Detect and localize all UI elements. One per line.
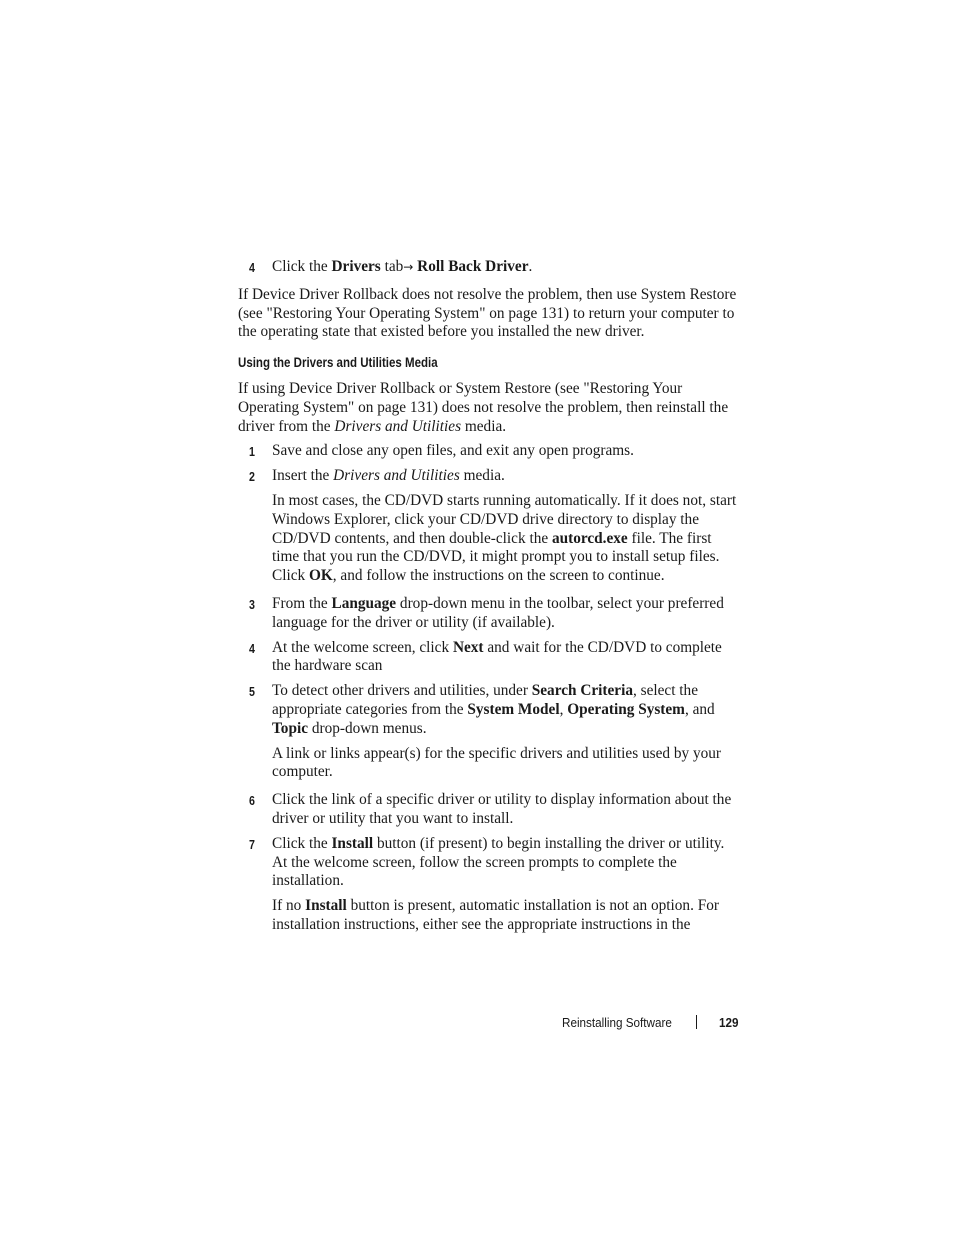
page-body: [238, 258, 738, 941]
step-note: If no Install button is present, automatic installation is not an option. For installation instructions, either see the appropriate instructions in the: [272, 897, 719, 933]
step-number: 1: [249, 444, 255, 460]
list-item: [238, 639, 738, 677]
footer-section-title: Reinstalling Software: [561, 1015, 672, 1030]
media-name: Drivers and Utilities: [333, 467, 460, 485]
install-label: Install: [331, 834, 374, 852]
page-number: 129: [718, 1015, 739, 1030]
step-text: Insert the Drivers and Utilities media.: [272, 467, 505, 485]
section-heading: Using the Drivers and Utilities Media: [238, 355, 438, 371]
install-label: Install: [305, 897, 347, 915]
roll-back-driver-label: Roll Back Driver: [417, 258, 529, 275]
step-note: In most cases, the CD/DVD starts running automatically. If it does not, start Windows Explorer, click your CD/DVD drive directory to display the CD/DVD contents, and then double-click the autorcd.exe file. The first time that you run the CD/DVD, it might prompt you to install setup files. Click OK, and follow the instructions on the screen to continue.: [272, 491, 737, 585]
system-model-label: System Model: [467, 700, 560, 718]
step-number: 7: [249, 836, 255, 852]
list-item: [238, 682, 738, 738]
rollback-paragraph: If Device Driver Rollback does not resolve the problem, then use System Restore (see "Restoring Your Operating System" on page 131) to return your computer to the operating state that existed before you installed the new driver.: [238, 285, 737, 341]
footer-divider: [696, 1015, 697, 1029]
language-label: Language: [331, 594, 397, 612]
step-text: To detect other drivers and utilities, under Search Criteria, select the appropriate categories from the System Model, Operating System, and Topic drop-down menus.: [272, 682, 715, 737]
step-text: Click the Install button (if present) to begin installing the driver or utility. At the welcome screen, follow the screen prompts to complete the installation.: [272, 834, 725, 890]
operating-system-label: Operating System: [567, 700, 685, 718]
step-text: Click the Drivers tab→ Roll Back Driver.: [272, 258, 533, 275]
search-criteria-label: Search Criteria: [531, 682, 633, 700]
topic-label: Topic: [272, 719, 308, 737]
file-name: autorcd.exe: [551, 529, 628, 547]
drivers-tab-label: Drivers: [331, 258, 381, 275]
step-text: From the Language drop-down menu in the toolbar, select your preferred language for the driver or utility (if available).: [272, 594, 724, 631]
step-number: 6: [249, 793, 255, 809]
page-footer: [547, 1015, 741, 1030]
list-item: [238, 258, 738, 277]
media-name: Drivers and Utilities: [334, 417, 462, 435]
step-number: 3: [249, 596, 255, 612]
step-note: A link or links appear(s) for the specific drivers and utilities used by your computer.: [272, 744, 722, 781]
list-item: [238, 467, 738, 486]
step-number: 4: [249, 260, 255, 275]
list-item: [238, 791, 738, 829]
step-text: Click the link of a specific driver or utility to display information about the driver or utility that you want to install.: [272, 791, 732, 827]
step-text: Save and close any open files, and exit any open programs.: [272, 442, 634, 460]
list-item: [238, 595, 738, 633]
list-item: [238, 442, 738, 461]
ok-label: OK: [308, 567, 333, 585]
next-label: Next: [452, 638, 484, 656]
list-item: [238, 835, 738, 891]
arrow-right-icon: →: [403, 260, 414, 274]
step-number: 5: [249, 684, 255, 700]
step-number: 2: [249, 469, 255, 485]
step-number: 4: [249, 640, 255, 656]
step-text: At the welcome screen, click Next and wait for the CD/DVD to complete the hardware scan: [272, 638, 722, 675]
intro-paragraph: If using Device Driver Rollback or System Restore (see "Restoring Your Operating System" on page 131) does not resolve the problem, then reinstall the driver from the Drivers and Utilities media.: [238, 379, 729, 435]
